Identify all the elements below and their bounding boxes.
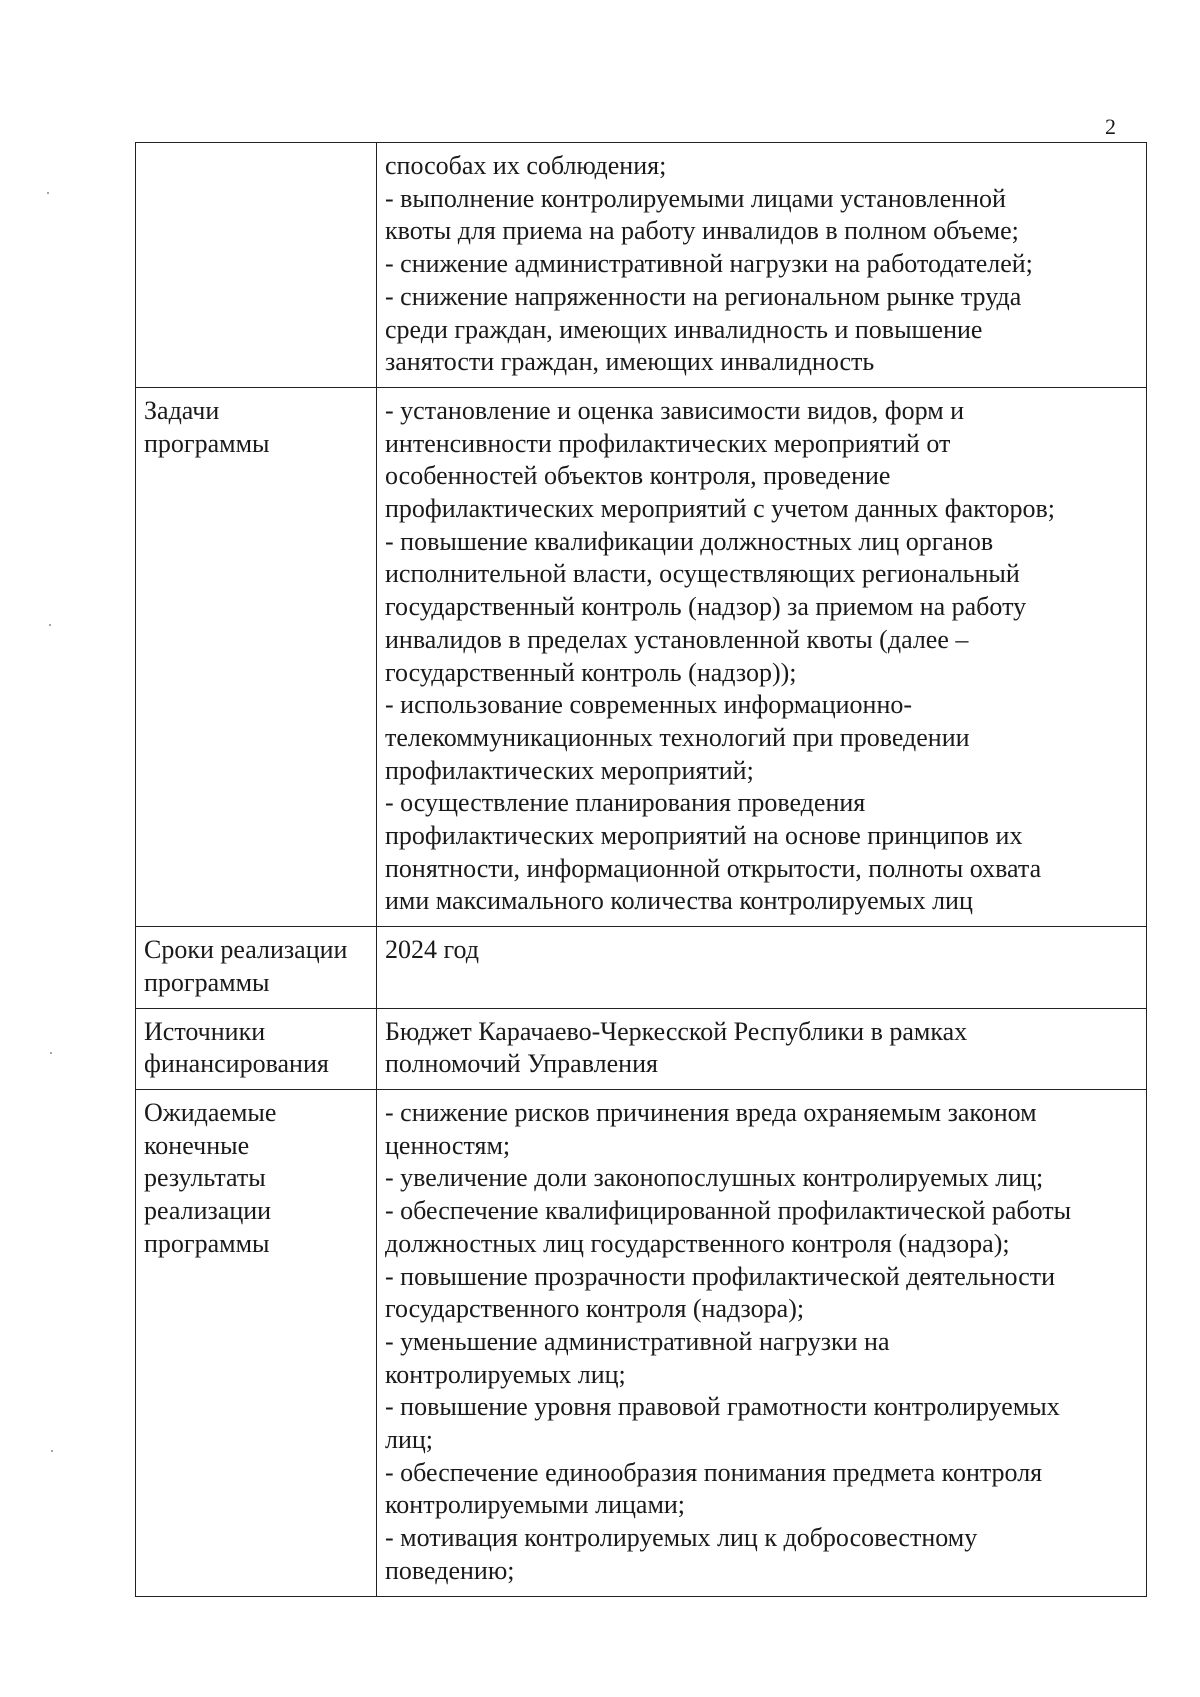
label-line: программы	[144, 967, 270, 997]
content-line: профилактических мероприятий;	[385, 755, 754, 785]
table-row	[136, 1008, 1147, 1089]
content-line: - осуществление планирования проведения	[385, 788, 866, 818]
table-row	[136, 1089, 1147, 1596]
page-number: 2	[1105, 114, 1116, 139]
content-line: - повышение уровня правовой грамотности контролируемых	[385, 1392, 1060, 1422]
content-line: должностных лиц государственного контроля (надзора);	[385, 1228, 1010, 1258]
label-line: конечные	[144, 1130, 250, 1160]
content-line: - выполнение контролируемыми лицами установленной	[385, 183, 1006, 213]
label-line: результаты	[144, 1163, 266, 1193]
row-content-cell	[377, 1089, 1147, 1596]
scan-speck	[50, 1052, 52, 1054]
content-line: - снижение напряженности на региональном рынке труда	[385, 281, 1022, 311]
content-line: исполнительной власти, осуществляющих региональный	[385, 559, 1020, 589]
scan-speck	[51, 1450, 53, 1452]
label-line: Задачи	[144, 395, 220, 425]
table-row	[136, 927, 1147, 1008]
label-line: Сроки реализации	[144, 935, 348, 965]
content-line: государственный контроль (надзор));	[385, 657, 797, 687]
label-line: финансирования	[144, 1049, 329, 1079]
scan-speck	[47, 192, 49, 194]
content-line: 2024 год	[385, 935, 479, 965]
content-line: - установление и оценка зависимости видов, форм и	[385, 395, 965, 425]
row-label-cell	[136, 1089, 377, 1596]
row-label-cell	[136, 927, 377, 1008]
content-line: профилактических мероприятий на основе принципов их	[385, 821, 1023, 851]
content-line: занятости граждан, имеющих инвалидность	[385, 347, 875, 377]
content-line: - обеспечение квалифицированной профилактической работы	[385, 1196, 1072, 1226]
row-content-cell	[377, 1008, 1147, 1089]
row-content-cell	[377, 387, 1147, 926]
content-line: - снижение административной нагрузки на работодателей;	[385, 249, 1033, 279]
label-line: Ожидаемые	[144, 1097, 277, 1127]
label-line: Источники	[144, 1016, 266, 1046]
content-line: - повышение квалификации должностных лиц органов	[385, 526, 994, 556]
content-line: полномочий Управления	[385, 1049, 658, 1079]
content-line: среди граждан, имеющих инвалидность и повышение	[385, 314, 983, 344]
content-line: ими максимального количества контролируемых лиц	[385, 886, 973, 916]
content-line: - повышение прозрачности профилактической деятельности	[385, 1261, 1056, 1291]
label-line: реализации	[144, 1196, 272, 1226]
content-line: - мотивация контролируемых лиц к добросовестному	[385, 1523, 978, 1553]
content-line: телекоммуникационных технологий при проведении	[385, 722, 970, 752]
content-line: контролируемыми лицами;	[385, 1490, 686, 1520]
content-line: лиц;	[385, 1425, 434, 1455]
content-line: - использование современных информационно-	[385, 690, 913, 720]
content-line: ценностям;	[385, 1130, 511, 1160]
row-label-cell	[136, 1008, 377, 1089]
scan-speck	[49, 624, 51, 626]
content-line: инвалидов в пределах установленной квоты (далее –	[385, 624, 969, 654]
content-line: государственного контроля (надзора);	[385, 1294, 805, 1324]
table-row	[136, 387, 1147, 926]
content-line: квоты для приема на работу инвалидов в полном объеме;	[385, 216, 1019, 246]
row-label-cell	[136, 143, 377, 388]
content-line: профилактических мероприятий с учетом данных факторов;	[385, 494, 1055, 524]
label-line: программы	[144, 428, 270, 458]
content-line: - уменьшение административной нагрузки на	[385, 1326, 890, 1356]
content-line: особенностей объектов контроля, проведение	[385, 461, 891, 491]
row-label-cell	[136, 387, 377, 926]
content-line: государственный контроль (надзор) за приемом на работу	[385, 592, 1027, 622]
content-line: интенсивности профилактических мероприятий от	[385, 428, 951, 458]
content-line: - снижение рисков причинения вреда охраняемым законом	[385, 1097, 1037, 1127]
content-line: понятности, информационной открытости, полноты охвата	[385, 853, 1042, 883]
row-content-cell	[377, 143, 1147, 388]
content-line: контролируемых лиц;	[385, 1359, 626, 1389]
content-line: - обеспечение единообразия понимания предмета контроля	[385, 1457, 1043, 1487]
table-row	[136, 143, 1147, 388]
content-line: - увеличение доли законопослушных контролируемых лиц;	[385, 1163, 1044, 1193]
content-line: поведению;	[385, 1555, 515, 1585]
program-passport-table	[135, 142, 1147, 1597]
label-line: программы	[144, 1228, 270, 1258]
content-line: Бюджет Карачаево-Черкесской Республики в рамках	[385, 1016, 968, 1046]
content-line: способах их соблюдения;	[385, 151, 667, 180]
row-content-cell	[377, 927, 1147, 1008]
